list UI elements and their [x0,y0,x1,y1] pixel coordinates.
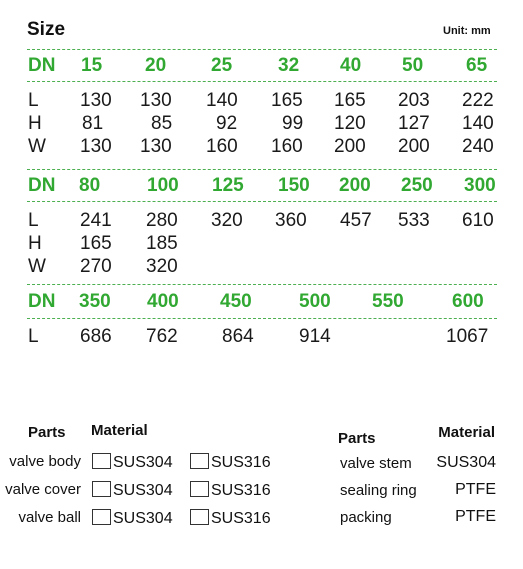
dn-value: 15 [81,55,103,76]
cell: 320 [211,210,243,231]
row-label: W [28,136,46,157]
dn-row-3 [0,291,523,315]
dn-value: 100 [147,175,179,196]
cell: 360 [275,210,307,231]
dn-value: 65 [466,55,488,76]
checkbox[interactable] [92,453,111,469]
cell: 130 [140,136,172,157]
cell: 240 [462,136,494,157]
material-header: Material [438,424,495,441]
cell: 130 [140,90,172,111]
row-label: L [28,326,39,347]
dn-value: 500 [299,291,331,312]
part-name: sealing ring [340,482,417,499]
data-row-L [0,90,523,112]
cell: 85 [151,113,173,134]
unit-label: Unit: mm [443,25,491,37]
dn-value: 350 [79,291,111,312]
cell: 99 [282,113,304,134]
dn-value: 300 [464,175,496,196]
cell: 185 [146,233,178,254]
dn-label: DN [28,55,56,76]
separator [27,201,497,202]
option-label: SUS316 [211,510,271,527]
material-header: Material [91,422,148,439]
dn-label: DN [28,175,56,196]
cell: 165 [80,233,112,254]
part-name: valve body [9,453,81,470]
dn-value: 20 [145,55,167,76]
cell: 270 [80,256,112,277]
cell: 81 [82,113,104,134]
row-label: H [28,113,42,134]
dn-value: 25 [211,55,233,76]
cell: 140 [462,113,494,134]
row-label: L [28,210,39,231]
parts-header: Parts [338,430,376,447]
dn-value: 50 [402,55,424,76]
dn-value: 400 [147,291,179,312]
cell: 864 [222,326,254,347]
cell: 120 [334,113,366,134]
cell: 610 [462,210,494,231]
separator [27,81,497,82]
separator [27,169,497,170]
cell: 762 [146,326,178,347]
option-label: SUS304 [113,482,173,499]
material-value: PTFE [455,481,496,498]
cell: 686 [80,326,112,347]
part-name: valve stem [340,455,412,472]
separator [27,49,497,50]
cell: 457 [340,210,372,231]
cell: 1067 [446,326,489,347]
cell: 200 [334,136,366,157]
material-row [0,509,330,529]
checkbox[interactable] [92,481,111,497]
dn-value: 40 [340,55,362,76]
dn-label: DN [28,291,56,312]
data-row-W [0,136,523,158]
cell: 203 [398,90,430,111]
dn-row-2 [0,175,523,199]
row-label: H [28,233,42,254]
cell: 130 [80,90,112,111]
option-label: SUS304 [113,454,173,471]
dn-value: 450 [220,291,252,312]
part-name: packing [340,509,392,526]
cell: 280 [146,210,178,231]
row-label: W [28,256,46,277]
cell: 200 [398,136,430,157]
separator [27,284,497,285]
checkbox[interactable] [190,509,209,525]
option-label: SUS316 [211,482,271,499]
dn-value: 250 [401,175,433,196]
cell: 320 [146,256,178,277]
cell: 914 [299,326,331,347]
separator [27,318,497,319]
cell: 165 [271,90,303,111]
cell: 533 [398,210,430,231]
checkbox[interactable] [190,481,209,497]
checkbox[interactable] [92,509,111,525]
parts-header: Parts [28,424,66,441]
material-value: SUS304 [436,454,496,471]
cell: 222 [462,90,494,111]
data-row-H [0,233,523,255]
cell: 160 [271,136,303,157]
cell: 241 [80,210,112,231]
cell: 160 [206,136,238,157]
cell: 130 [80,136,112,157]
cell: 140 [206,90,238,111]
cell: 92 [216,113,238,134]
material-row [0,453,330,473]
material-value: PTFE [455,508,496,525]
part-name: valve cover [5,481,81,498]
cell: 165 [334,90,366,111]
dn-value: 80 [79,175,101,196]
cell: 127 [398,113,430,134]
row-label: L [28,90,39,111]
part-name: valve ball [18,509,81,526]
data-row-W [0,256,523,278]
dn-value: 150 [278,175,310,196]
option-label: SUS304 [113,510,173,527]
dn-value: 550 [372,291,404,312]
dn-row-1 [0,55,523,79]
dn-value: 125 [212,175,244,196]
dn-value: 600 [452,291,484,312]
dn-value: 32 [278,55,300,76]
data-row-H [0,113,523,135]
material-row [0,481,330,501]
dn-value: 200 [339,175,371,196]
option-label: SUS316 [211,454,271,471]
data-row-L [0,210,523,232]
data-row-L [0,326,523,348]
checkbox[interactable] [190,453,209,469]
size-title: Size [27,19,66,40]
